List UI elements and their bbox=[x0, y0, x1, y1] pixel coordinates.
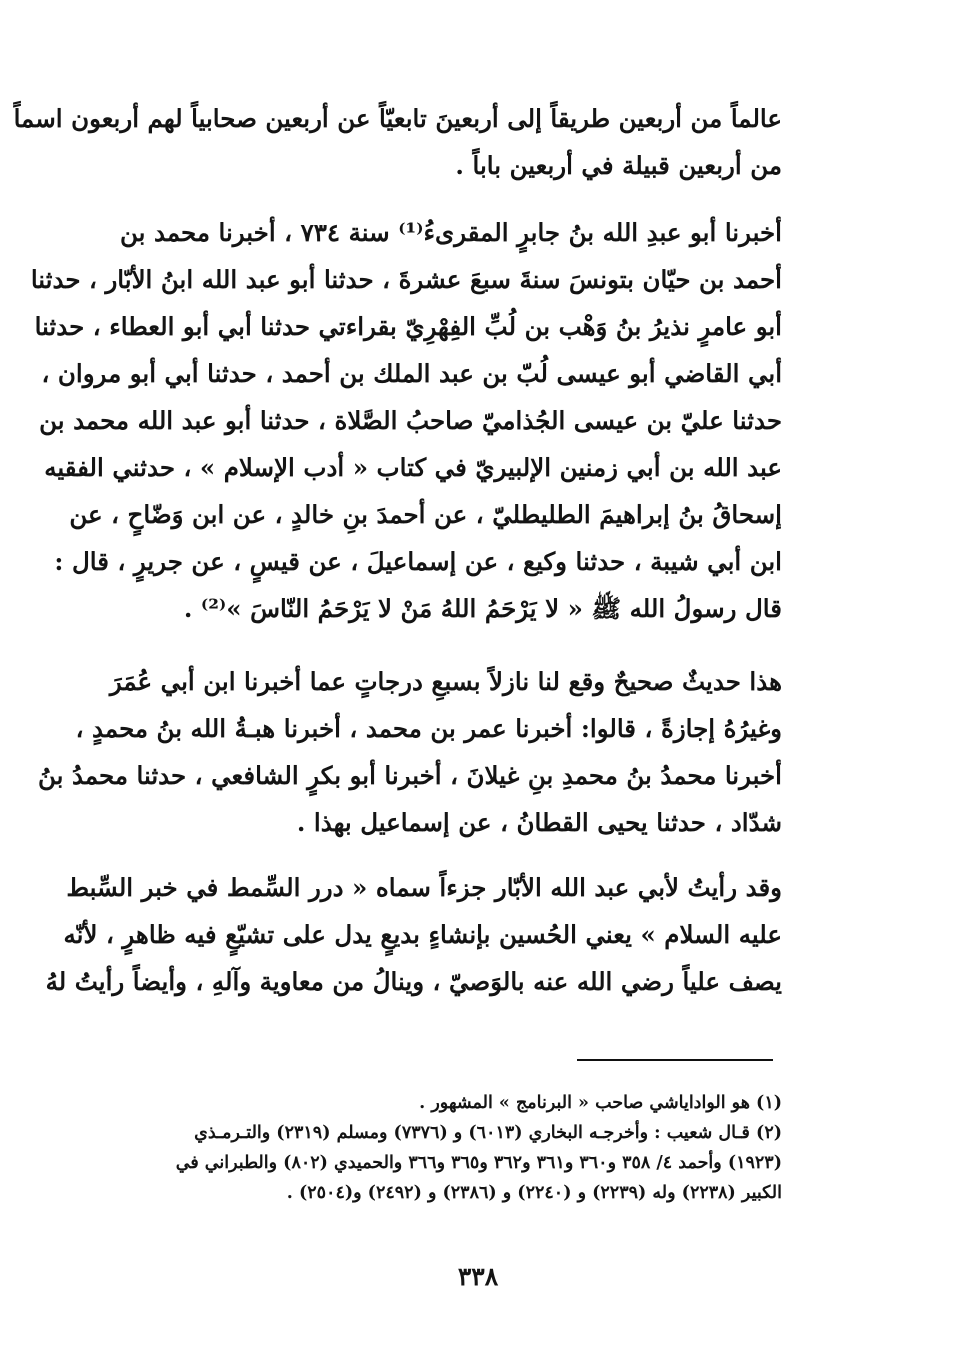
text-line: من أربعين قبيلة في أربعين باباً . bbox=[455, 151, 782, 180]
footnote-line: الكبير (٢٢٣٨) وله (٢٢٣٩) و (٢٢٤٠) و (٢٣٨٦) و (٢٤٩٢) و(٢٥٠٤) . bbox=[286, 1183, 782, 1203]
text-line: قال رسولُ الله ﷺ « لا يَرْحَمُ اللهُ مَنْ لا يَرْحَمُ النّاسَ »⁽²⁾ . bbox=[183, 594, 782, 623]
text-line: شدّاد ، حدثنا يحيى القطانُ ، عن إسماعيل بهذا . bbox=[296, 808, 782, 837]
paragraph-3 bbox=[37, 658, 782, 846]
footnote-line: (١٩٢٣) وأحمد ٤/ ٣٥٨ و٣٦٠ و٣٦١ و٣٦٢ و٣٦٥ و٣٦٦ والحميدي (٨٠٢) والطبراني في bbox=[175, 1153, 782, 1173]
page-number: ٣٣٨ bbox=[457, 1262, 499, 1291]
text-line: أخبرنا أبو عبدِ الله بنُ جابرٍ المقرىءُ⁽¹⁾ سنة ٧٣٤ ، أخبرنا محمد بن bbox=[119, 218, 782, 247]
text-line: يصف علياً رضي الله عنه بالوَصيّ ، وينالُ من معاوية وآلهِ ، وأيضاً رأيتُ لهُ bbox=[45, 967, 782, 996]
text-line: عالماً من أربعين طريقاً إلى أربعينَ تابعيّاً عن أربعين صحابياً لهم أربعون اسماً bbox=[13, 104, 782, 133]
footnote-divider bbox=[577, 1059, 773, 1061]
footnotes bbox=[110, 1088, 782, 1208]
footnote-line: (٢) قـال شعيب : وأخرجـه البخاري (٦٠١٣) و (٧٣٧٦) ومسلم (٢٣١٩) والتـرمـذي bbox=[194, 1123, 782, 1143]
main-text bbox=[13, 95, 782, 1005]
text-line: ابن أبي شيبة ، حدثنا وكيع ، عن إسماعيلَ ، عن قيسٍ ، عن جريرٍ ، قال : bbox=[54, 547, 782, 576]
text-line: أبي القاضي أبو عيسى لُبّ بن عبد الملك بن أحمد ، حدثنا أبي أبو مروان ، bbox=[41, 359, 782, 388]
footnote-line: (١) هو الواداياشي صاحب « البرنامج » المشهور . bbox=[419, 1093, 782, 1113]
text-line: عبد الله بن أبي زمنين الإلبيريّ في كتاب « أدب الإسلام » ، حدثني الفقيه bbox=[44, 453, 782, 482]
text-line: وقد رأيتُ لأبي عبد الله الأبّار جزءاً سماه « درر السِّمط في خبر السِّبط bbox=[66, 873, 782, 902]
paragraph-4 bbox=[45, 864, 782, 1005]
text-line: عليه السلام » يعني الحُسين بإنشاءٍ بديعٍ يدل على تشيّعٍ فيه ظاهرٍ ، لأنّه bbox=[63, 920, 782, 949]
text-line: هذا حديثٌ صحيحٌ وقع لنا نازلاً بسبعِ درجاتٍ عما أخبرنا ابن أبي عُمَرَ bbox=[109, 667, 782, 696]
text-line: وغيرُهُ إجازةً ، قالوا: أخبرنا عمر بن محمد ، أخبرنا هبـةُ الله بنُ محمدٍ ، bbox=[75, 714, 782, 743]
text-line: أخبرنا محمدُ بنُ محمدِ بنِ غيلانَ ، أخبرنا أبو بكرٍ الشافعي ، حدثنا محمدُ بنُ bbox=[37, 761, 782, 790]
paragraph-2 bbox=[30, 209, 782, 632]
text-line: أبو عامرٍ نذيرُ بنُ وَهْب بن لُبِّ الفِهْرِيّ بقراءتي حدثنا أبي أبو العطاء ، حدثنا bbox=[34, 312, 782, 341]
text-line: إسحاقُ بنُ إبراهيمَ الطليطليّ ، عن أحمدَ بنِ خالدٍ ، عن ابن وَضّاحٍ ، عن bbox=[69, 500, 782, 529]
text-line: حدثنا عليّ بن عيسى الجُذاميّ صاحبُ الصَّلاة ، حدثنا أبو عبد الله محمد بن bbox=[39, 406, 782, 435]
text-line: أحمد بن حيّان بتونسَ سنةَ سبعَ عشرةَ ، حدثنا أبو عبد الله ابنُ الأبّار ، حدثنا bbox=[30, 265, 782, 294]
paragraph-1 bbox=[13, 95, 782, 189]
